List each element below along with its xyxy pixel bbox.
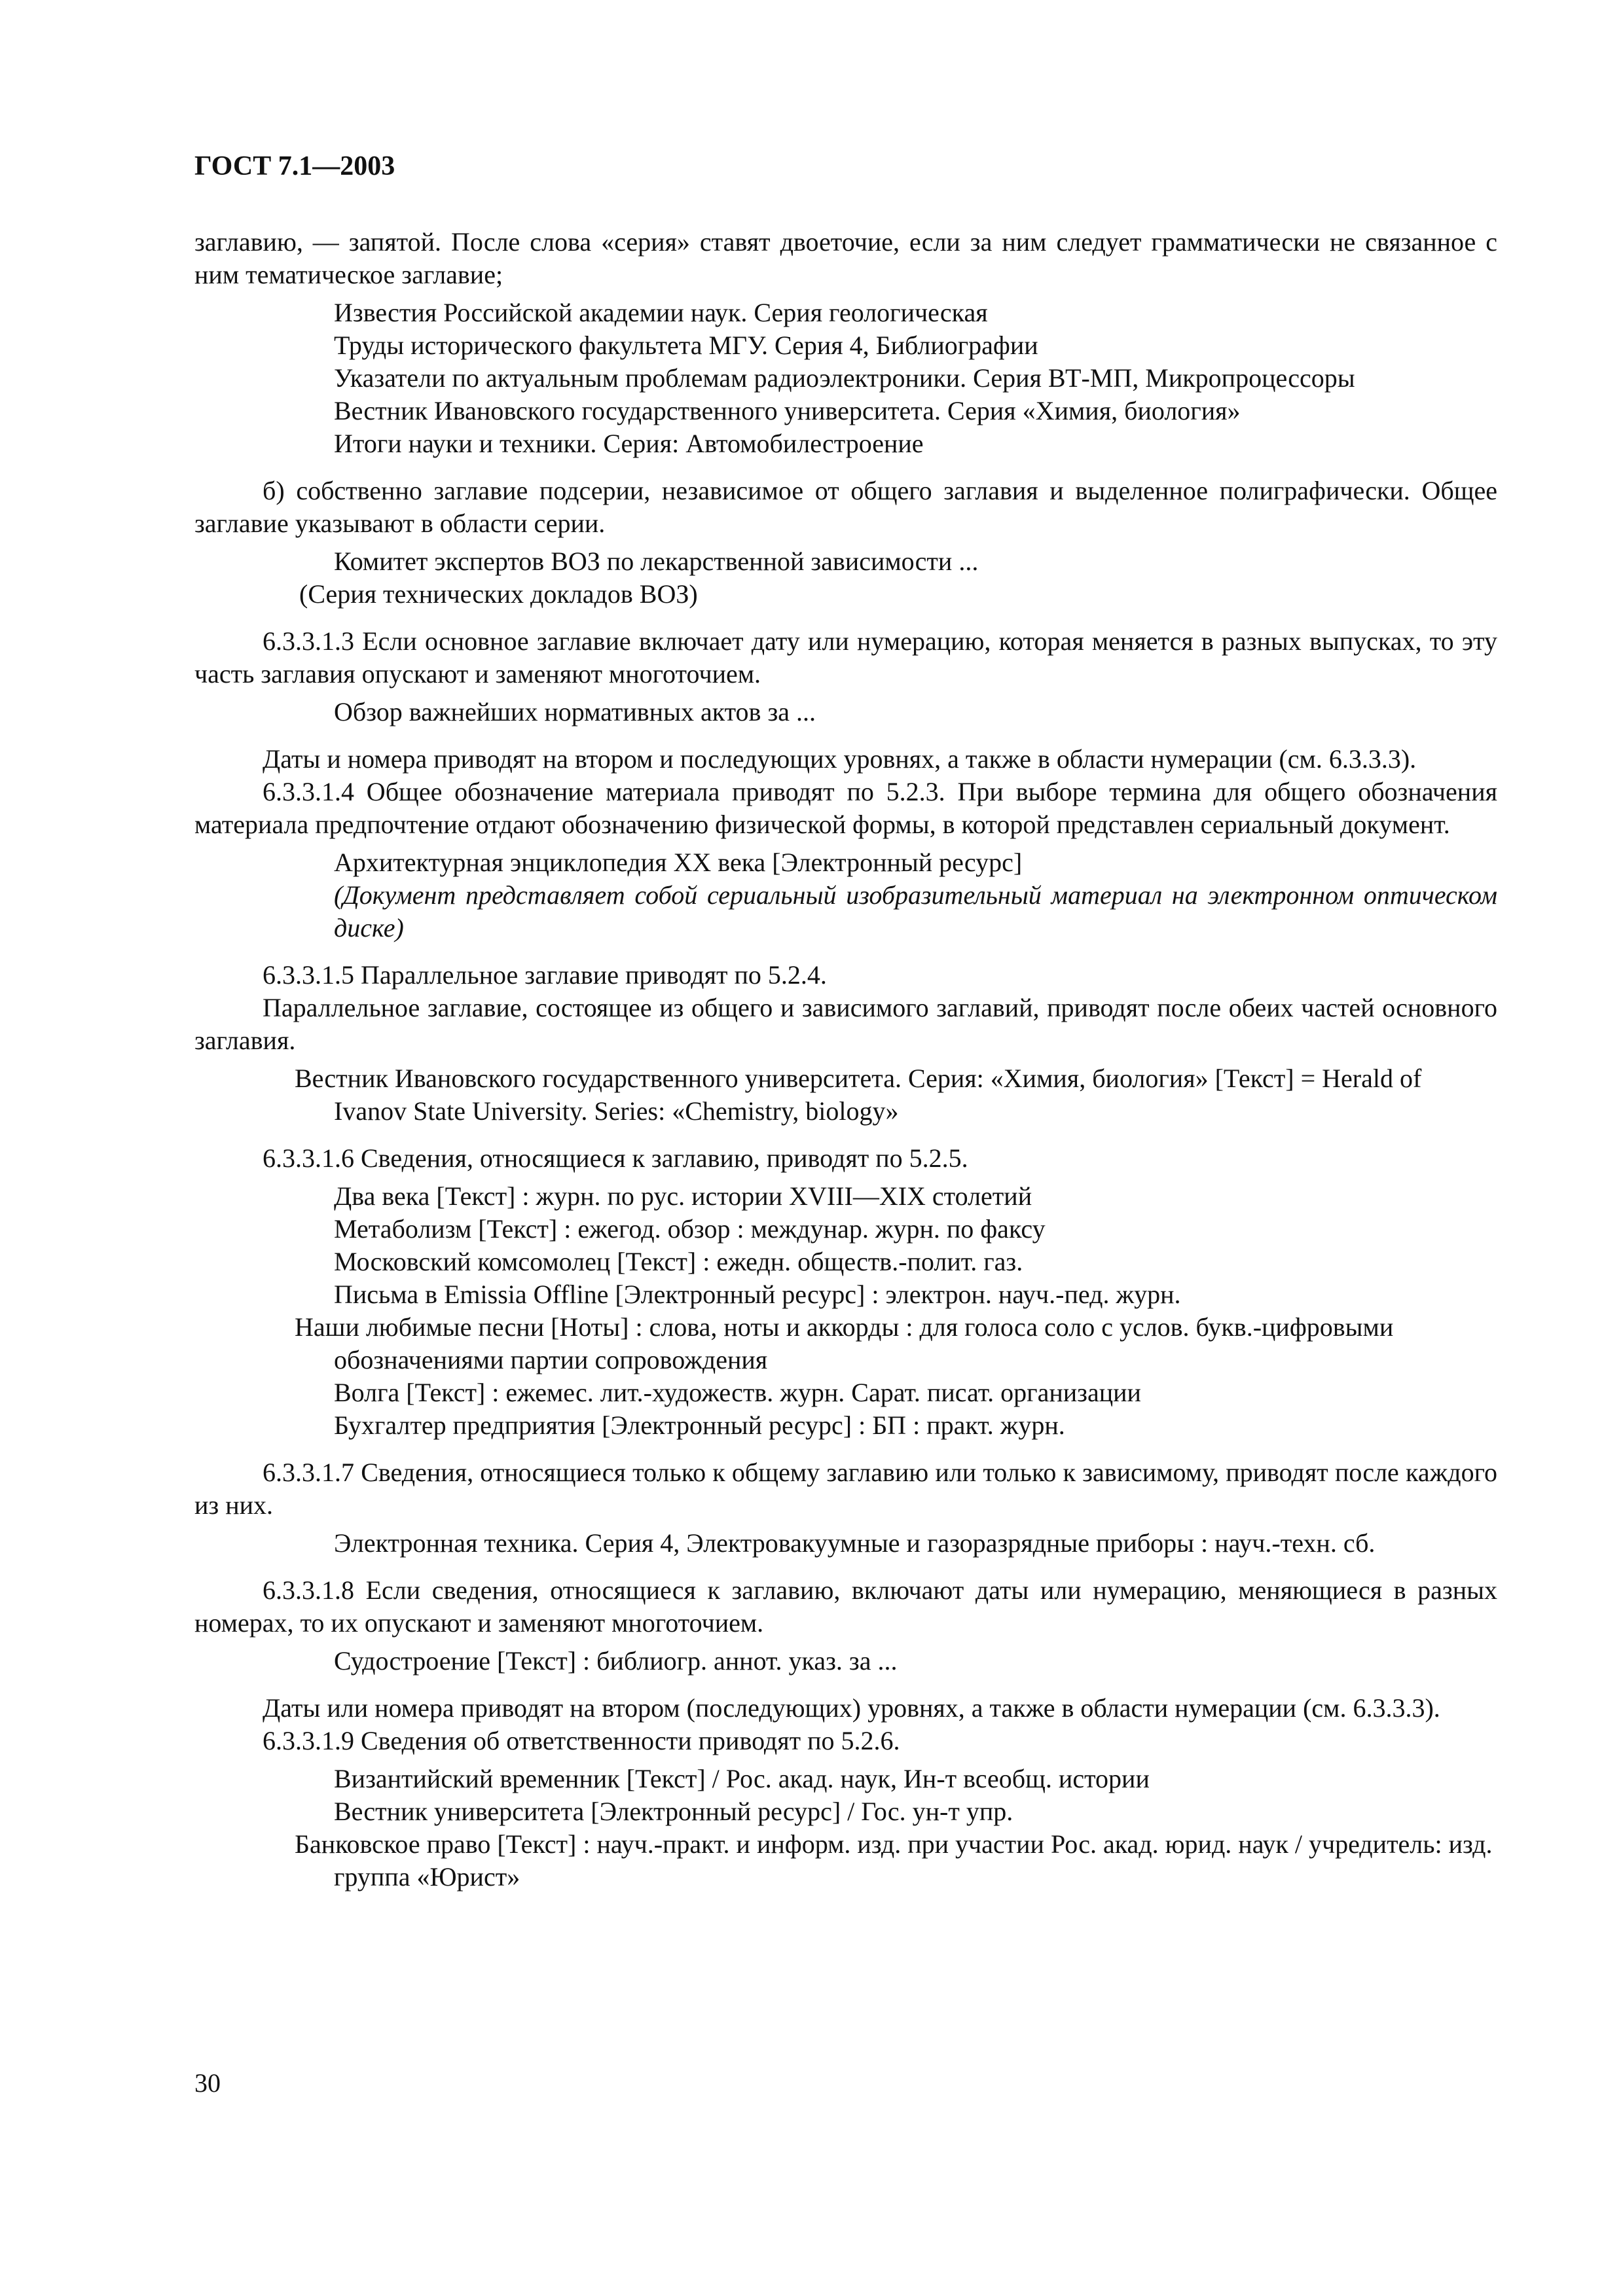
example-line: Вестник Ивановского государственного университета. Серия «Химия, биология» <box>334 396 1241 425</box>
example-line: Судостроение [Текст] : библиогр. аннот. указ. за ... <box>334 1646 898 1676</box>
page-number: 30 <box>194 2068 221 2098</box>
paragraph: Параллельное заглавие, состоящее из общего и зависимого заглавий, приводят после обеих частей основного заглавия. <box>194 993 1497 1055</box>
example-line: Обзор важнейших нормативных актов за ... <box>334 697 816 726</box>
standard-header: ГОСТ 7.1—2003 <box>194 151 395 181</box>
paragraph: 6.3.3.1.4 Общее обозначение материала приводят по 5.2.3. При выборе термина для общего обозначения материала предпочтение отдают обозначению физической формы, в которой представлен сериальный документ. <box>194 777 1497 839</box>
paragraph: 6.3.3.1.6 Сведения, относящиеся к заглавию, приводят по 5.2.5. <box>263 1143 968 1173</box>
example-line: Комитет экспертов ВОЗ по лекарственной зависимости ... <box>334 547 979 576</box>
example-line: Вестник Ивановского государственного университета. Серия: «Химия, биология» [Текст] = Herald of Ivanov State University. Series: «Chemistry, biology» <box>295 1064 1422 1126</box>
paragraph: 6.3.3.1.9 Сведения об ответственности приводят по 5.2.6. <box>263 1726 900 1755</box>
example-line: Бухгалтер предприятия [Электронный ресурс] : БП : практ. журн. <box>334 1410 1065 1440</box>
example-line: Электронная техника. Серия 4, Электровакуумные и газоразрядные приборы : науч.-техн. сб. <box>334 1528 1376 1558</box>
example-line: Вестник университета [Электронный ресурс] / Гос. ун-т упр. <box>334 1797 1013 1826</box>
example-line: Письма в Emissia Offline [Электронный ресурс] : электрон. науч.-пед. журн. <box>334 1280 1181 1309</box>
example-note: (Документ представляет собой сериальный изобразительный материал на электронном оптическом диске) <box>334 880 1497 942</box>
example-line: Указатели по актуальным проблемам радиоэлектроники. Серия ВТ-МП, Микропроцессоры <box>334 363 1355 393</box>
paragraph: Даты и номера приводят на втором и последующих уровнях, а также в области нумерации (см. 6.3.3.3). <box>263 744 1417 774</box>
paragraph: 6.3.3.1.3 Если основное заглавие включает дату или нумерацию, которая меняется в разных выпусках, то эту часть заглавия опускают и заменяют многоточием. <box>194 626 1497 689</box>
example-line: Метаболизм [Текст] : ежегод. обзор : междунар. журн. по факсу <box>334 1214 1046 1244</box>
example-line: Византийский временник [Текст] / Рос. акад. наук, Ин-т всеобщ. истории <box>334 1764 1150 1793</box>
paragraph: б) собственно заглавие подсерии, независимое от общего заглавия и выделенное полиграфически. Общее заглавие указывают в области серии. <box>194 476 1497 538</box>
example-line: Итоги науки и техники. Серия: Автомобилестроение <box>334 429 924 458</box>
example-line: Два века [Текст] : журн. по рус. истории XVIII—XIX столетий <box>334 1181 1032 1211</box>
paragraph: 6.3.3.1.7 Сведения, относящиеся только к общему заглавию или только к зависимому, приводят после каждого из них. <box>194 1458 1497 1520</box>
example-line: Архитектурная энциклопедия XX века [Электронный ресурс] <box>334 848 1023 877</box>
example-line: (Серия технических докладов ВОЗ) <box>299 579 698 609</box>
example-line: Труды исторического факультета МГУ. Серия 4, Библиографии <box>334 331 1038 360</box>
example-line: Известия Российской академии наук. Серия геологическая <box>334 298 988 327</box>
example-line: Наши любимые песни [Ноты] : слова, ноты и аккорды : для голоса соло с услов. букв.-цифровыми обозначениями партии сопровождения <box>295 1312 1394 1374</box>
paragraph: заглавию, — запятой. После слова «серия» ставят двоеточие, если за ним следует грамматически не связанное с ним тематическое заглавие; <box>194 227 1497 289</box>
example-line: Банковское право [Текст] : науч.-практ. и информ. изд. при участии Рос. акад. юрид. наук / учредитель: изд. группа «Юрист» <box>295 1829 1493 1892</box>
paragraph: Даты или номера приводят на втором (последующих) уровнях, а также в области нумерации (см. 6.3.3.3). <box>263 1693 1440 1723</box>
paragraph: 6.3.3.1.5 Параллельное заглавие приводят по 5.2.4. <box>263 960 827 990</box>
paragraph: 6.3.3.1.8 Если сведения, относящиеся к заглавию, включают даты или нумерацию, меняющиеся в разных номерах, то их опускают и заменяют многоточием. <box>194 1575 1497 1638</box>
page-body <box>194 226 1497 1893</box>
example-line: Волга [Текст] : ежемес. лит.-художеств. журн. Сарат. писат. организации <box>334 1378 1141 1407</box>
example-line: Московский комсомолец [Текст] : ежедн. обществ.-полит. газ. <box>334 1247 1023 1276</box>
